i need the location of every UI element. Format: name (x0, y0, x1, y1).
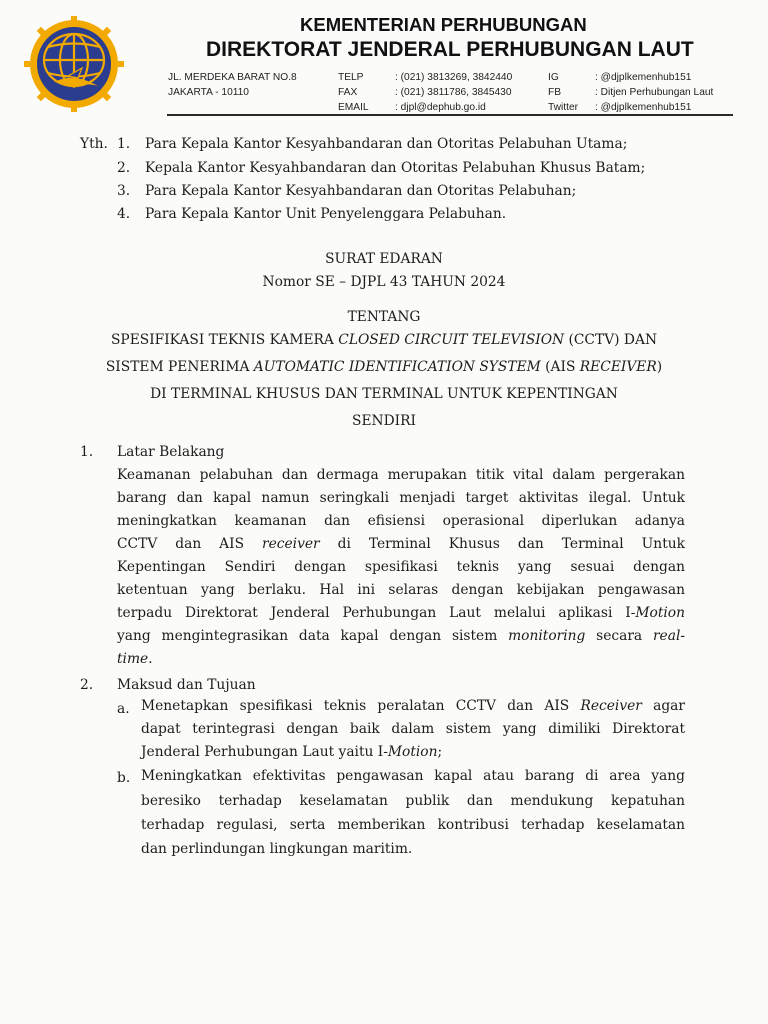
addressee-item: Kepala Kantor Kesyahbandaran dan Otoritas Pelabuhan Khusus Batam; (145, 160, 646, 176)
fax-value: : (021) 3811786, 3845430 (395, 87, 512, 98)
email-label: EMAIL (338, 102, 369, 113)
fb-label: FB (548, 87, 562, 98)
item-a-line: dapat terintegrasi dengan baik dalam sistem yang dimiliki Direktorat (141, 721, 685, 737)
doc-type: SURAT EDARAN (325, 251, 443, 267)
title-line-1: SPESIFIKASI TEKNIS KAMERA CLOSED CIRCUIT TELEVISION (CCTV) DAN (110, 332, 658, 348)
section-1-line: barang dan kapal namun seringkali menjadi target aktivitas ilegal. Untuk (117, 490, 685, 506)
addressee-item: Para Kepala Kantor Kesyahbandaran dan Otoritas Pelabuhan; (145, 183, 577, 199)
addressee-item: Para Kepala Kantor Unit Penyelenggara Pelabuhan. (145, 206, 507, 222)
section-1-title: Latar Belakang (117, 444, 225, 460)
addressee-prefix: Yth. (80, 136, 108, 152)
item-a-line: Menetapkan spesifikasi teknis peralatan CCTV dan AIS Receiver agar (141, 698, 685, 714)
email-value: : djpl@dephub.go.id (395, 102, 486, 113)
doc-number: Nomor SE – DJPL 43 TAHUN 2024 (262, 274, 506, 290)
section-1-line: Keamanan pelabuhan dan dermaga merupakan titik vital dalam pergerakan (117, 467, 685, 483)
telp-value: : (021) 3813269, 3842440 (395, 72, 513, 83)
ig-value: : @djplkemenhub151 (595, 72, 692, 83)
addressee-num: 1. (117, 136, 131, 152)
section-2-number: 2. (80, 677, 94, 693)
item-b-label: b. (117, 770, 131, 786)
addressee-num: 2. (117, 160, 131, 176)
item-b-line: dan perlindungan lingkungan maritim. (141, 841, 413, 857)
item-a-line: Jenderal Perhubungan Laut yaitu I-Motion; (141, 744, 443, 760)
section-1-line: Kepentingan Sendiri dengan spesifikasi teknis yang sesuai dengan (117, 559, 685, 575)
telp-label: TELP (338, 72, 364, 83)
twitter-value: : @djplkemenhub151 (595, 102, 692, 113)
addressee-num: 3. (117, 183, 131, 199)
item-b-line: terhadap regulasi, serta memberikan kontribusi terhadap keselamatan (141, 817, 685, 833)
item-b-line: beresiko terhadap keselamatan publik dan mendukung kepatuhan (141, 793, 685, 809)
address-line-1: JL. MERDEKA BARAT NO.8 (168, 72, 297, 83)
section-1-line: CCTV dan AIS receiver di Terminal Khusus dan Terminal Untuk (117, 536, 685, 552)
title-line-2: SISTEM PENERIMA AUTOMATIC IDENTIFICATION SYSTEM (AIS RECEIVER) (105, 359, 663, 375)
ig-label: IG (548, 72, 559, 83)
addressee-num: 4. (117, 206, 131, 222)
title-line-4: SENDIRI (352, 413, 416, 429)
item-b-line: Meningkatkan efektivitas pengawasan kapal atau barang di area yang (141, 768, 685, 784)
directorate-name: DIREKTORAT JENDERAL PERHUBUNGAN LAUT (206, 38, 694, 61)
fb-value: : Ditjen Perhubungan Laut (595, 87, 714, 98)
ministry-logo (24, 16, 124, 112)
section-1-line: ketentuan yang berlaku. Hal ini selaras dengan kebijakan pengawasan (117, 582, 685, 598)
ministry-name: KEMENTERIAN PERHUBUNGAN (300, 14, 587, 35)
section-1-number: 1. (80, 444, 94, 460)
item-a-label: a. (117, 701, 130, 717)
fax-label: FAX (338, 87, 358, 98)
letterhead-rule (167, 114, 733, 116)
address-line-2: JAKARTA - 10110 (168, 87, 249, 98)
section-1-line: yang mengintegrasikan data kapal dengan sistem monitoring secara real- (117, 628, 686, 644)
about-label: TENTANG (347, 309, 421, 325)
section-1-line: terpadu Direktorat Jenderal Perhubungan Laut melalui aplikasi I-Motion (117, 605, 685, 621)
section-1-line: time. (117, 651, 153, 667)
addressee-item: Para Kepala Kantor Kesyahbandaran dan Otoritas Pelabuhan Utama; (145, 136, 628, 152)
twitter-label: Twitter (548, 102, 578, 113)
section-1-line: meningkatkan keamanan dan efisiensi operasional diperlukan adanya (117, 513, 685, 529)
section-2-title: Maksud dan Tujuan (117, 677, 256, 693)
title-line-3: DI TERMINAL KHUSUS DAN TERMINAL UNTUK KEPENTINGAN (150, 386, 618, 402)
